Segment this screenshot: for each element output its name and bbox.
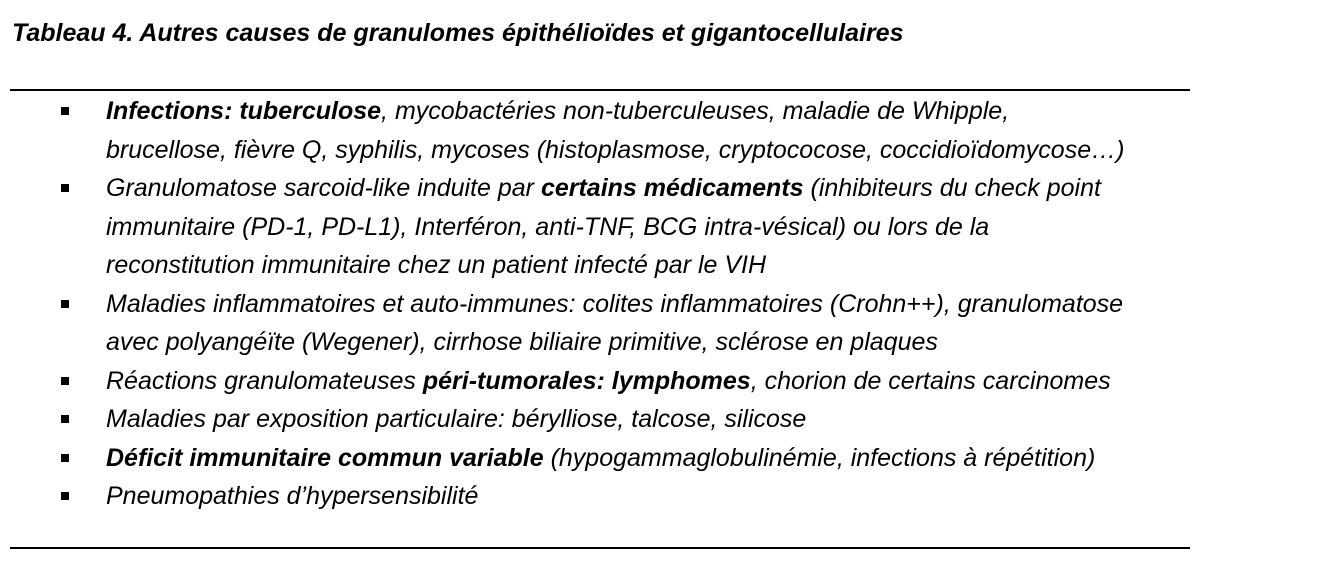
item-text: brucellose, fièvre Q, syphilis, mycoses (histoplasmose, cryptococose, coccidioïdomycose…): [106, 135, 1125, 164]
item-text: reconstitution immunitaire chez un patient infecté par le VIH: [106, 251, 767, 279]
item-text: Réactions granulomateuses: [106, 366, 423, 395]
list-item: [0, 400, 1124, 439]
list-item: [0, 92, 1124, 169]
square-bullet-icon: [61, 454, 69, 462]
item-text: (inhibiteurs du check point: [803, 174, 1101, 202]
list-item: [0, 285, 1124, 362]
emphasized-text: certains médicaments: [540, 174, 804, 202]
list-item-line: [106, 92, 1124, 131]
table-title: Tableau 4. Autres causes de granulomes épithélioïdes et gigantocellulaires: [12, 19, 904, 47]
emphasized-text: Infections: tuberculose: [106, 97, 382, 125]
list-item-line: [106, 477, 1124, 516]
item-text: immunitaire (PD-1, PD-L1), Interféron, anti-TNF, BCG intra-vésical) ou lors de la: [106, 212, 990, 241]
list-item-line: [106, 208, 1124, 247]
list-item-line: [106, 323, 1124, 362]
list-item-line: [106, 169, 1124, 208]
square-bullet-icon: [61, 107, 69, 115]
causes-list: [0, 92, 1124, 516]
list-item-line: [106, 285, 1124, 324]
square-bullet-icon: [61, 415, 69, 423]
item-text: Granulomatose sarcoid-like induite par: [106, 174, 541, 202]
list-item: [0, 477, 1124, 516]
list-item-line: [106, 362, 1124, 401]
list-item-line: [106, 439, 1124, 478]
square-bullet-icon: [61, 492, 69, 500]
square-bullet-icon: [61, 184, 69, 192]
top-rule: [10, 89, 1190, 91]
square-bullet-icon: [61, 300, 69, 308]
list-item: [0, 362, 1124, 401]
square-bullet-icon: [61, 377, 69, 385]
item-text: Maladies inflammatoires et auto-immunes: colites inflammatoires (Crohn++), granulomatose: [106, 289, 1124, 318]
item-text: , chorion de certains carcinomes: [750, 366, 1111, 395]
item-text: (hypogammaglobulinémie, infections à répétition): [543, 443, 1096, 472]
list-item-line: [106, 400, 1124, 439]
item-text: , mycobactéries non-tuberculeuses, maladie de Whipple,: [381, 97, 1010, 125]
bottom-rule: [10, 547, 1190, 549]
emphasized-text: péri-tumorales: lymphomes: [422, 366, 751, 395]
item-text: Pneumopathies d’hypersensibilité: [106, 482, 479, 510]
list-item: [0, 169, 1124, 285]
emphasized-text: Déficit immunitaire commun variable: [106, 443, 544, 472]
list-item: [0, 439, 1124, 478]
item-text: avec polyangéïte (Wegener), cirrhose biliaire primitive, sclérose en plaques: [106, 328, 938, 356]
list-item-line: [106, 131, 1124, 170]
list-item-line: [106, 246, 1124, 285]
item-text: Maladies par exposition particulaire: bérylliose, talcose, silicose: [106, 405, 807, 433]
